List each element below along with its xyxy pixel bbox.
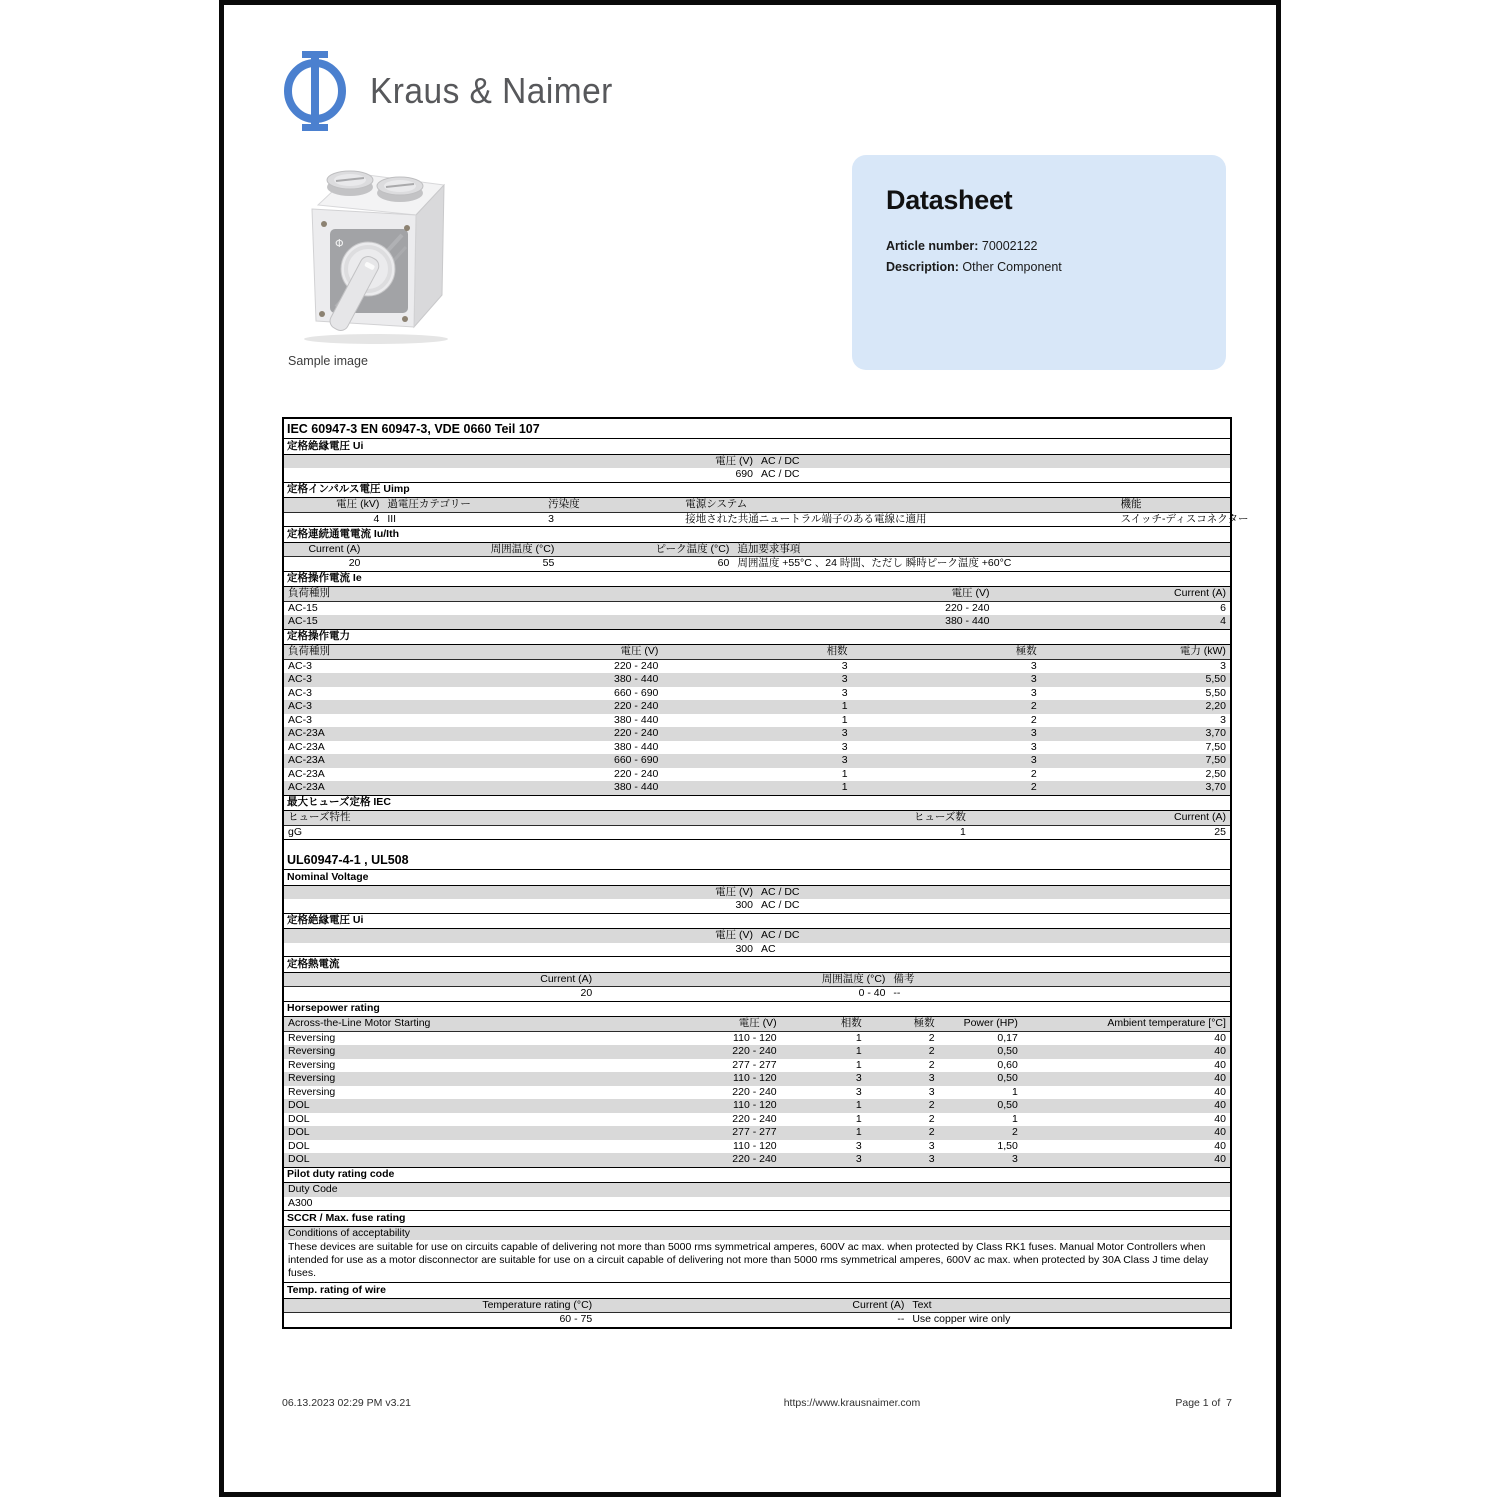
table-row <box>284 727 1230 741</box>
table-cell: 1 <box>841 781 848 793</box>
table-cell: 220 - 240 <box>732 1085 777 1098</box>
table-cell: 3 <box>841 686 848 699</box>
table-cell: 1 <box>1011 1112 1018 1125</box>
table-cell: 300 <box>735 942 753 955</box>
table-cell: 3 <box>1030 686 1037 699</box>
section-title: 定格熱電流 <box>284 956 1230 973</box>
table-row <box>284 673 1230 687</box>
datasheet-title: Datasheet <box>886 185 1013 215</box>
table-row <box>284 687 1230 701</box>
table-cell: 2,50 <box>1205 767 1226 780</box>
table-cell: Temperature rating (°C) <box>482 1298 593 1311</box>
table-cell: 3 <box>855 1085 862 1098</box>
section-title: 定格連続通電電流 Iu/Ith <box>284 526 1230 543</box>
kraus-naimer-phi-logo-icon <box>282 51 348 131</box>
table-row <box>284 1126 1230 1140</box>
table-cell: 3 <box>928 1085 935 1098</box>
table-cell: 周囲温度 (°C) <box>490 542 555 555</box>
table-cell: AC-3 <box>288 673 312 685</box>
table-cell: Current (A) <box>1174 587 1226 599</box>
table-cell: Current (A) <box>1174 811 1226 823</box>
table-cell: 2 <box>1030 700 1037 712</box>
datasheet-info-box <box>852 155 1226 370</box>
table-cell: 3 <box>841 740 848 753</box>
table-cell: 380 - 440 <box>945 615 990 627</box>
table-cell: AC-3 <box>288 700 312 712</box>
table-cell: 3 <box>1220 659 1226 672</box>
table-cell: A300 <box>288 1196 313 1209</box>
table-cell: These devices are suitable for use on circuits capable of delivering not more than 5000 rms symmetrical amperes, 600V ac max. when protected by Class RK1 fuses. Manual Motor Controllers when intended for use as a motor disconnector are suitable for use on a circuit capable of delivering not more than 5000 rms symmetrical amperes, 600V ac max. when protected by 30A Class J time delay fuses. <box>288 1241 1209 1279</box>
section-title: 定格絶縁電圧 Ui <box>284 913 1230 930</box>
table-cell: 300 <box>735 899 753 911</box>
section-title: UL60947-4-1 , UL508 <box>284 839 1230 870</box>
table-cell: 220 - 240 <box>945 601 990 614</box>
table-cell: 5,50 <box>1205 686 1226 699</box>
table-cell: Duty Code <box>288 1183 338 1195</box>
table-cell: 3 <box>548 512 554 525</box>
table-cell: DOL <box>288 1153 310 1165</box>
table-cell: 220 - 240 <box>732 1153 777 1165</box>
table-cell: 3 <box>841 659 848 672</box>
table-row <box>284 929 1230 943</box>
table-cell: 極数 <box>1015 645 1037 657</box>
description-label: Description: <box>886 260 959 274</box>
table-cell: 40 <box>1214 1031 1226 1044</box>
description-line <box>886 257 1192 278</box>
table-cell: 110 - 120 <box>733 1031 777 1044</box>
table-cell: 1 <box>855 1031 862 1044</box>
table-cell: 3 <box>1011 1153 1018 1165</box>
table-cell: 220 - 240 <box>732 1112 777 1125</box>
table-cell: 0,17 <box>997 1031 1018 1044</box>
table-row <box>284 987 1230 1001</box>
table-cell: 6 <box>1220 601 1226 614</box>
table-row <box>284 498 1230 513</box>
table-row <box>284 543 1230 558</box>
section-title: Pilot duty rating code <box>284 1167 1230 1184</box>
table-cell: 7,50 <box>1205 740 1226 753</box>
table-cell: AC-15 <box>288 601 318 614</box>
product-image <box>288 153 463 348</box>
table-row <box>284 1240 1230 1282</box>
table-cell: AC-3 <box>288 686 312 699</box>
table-cell: 40 <box>1214 1058 1226 1071</box>
table-cell: 40 <box>1214 1099 1226 1111</box>
footer-date: 06.13.2023 02:29 PM v3.21 <box>282 1397 412 1409</box>
table-cell: 3 <box>855 1139 862 1152</box>
article-number-value: 70002122 <box>978 239 1038 253</box>
table-cell: Use copper wire only <box>912 1313 1011 1325</box>
table-cell: 極数 <box>913 1017 935 1029</box>
table-cell: 220 - 240 <box>614 700 659 712</box>
table-cell: 電力 (kW) <box>1179 645 1226 657</box>
footer-page-number: Page 1 of 7 <box>1175 1397 1232 1409</box>
section-title: Temp. rating of wire <box>284 1282 1230 1299</box>
description-value: Other Component <box>958 260 1062 274</box>
table-cell: 40 <box>1214 1072 1226 1084</box>
table-row <box>284 899 1230 913</box>
table-cell: 110 - 120 <box>733 1099 777 1111</box>
table-cell: 220 - 240 <box>614 727 659 739</box>
table-row <box>284 602 1230 616</box>
table-cell: AC-3 <box>288 659 312 672</box>
table-cell: 2 <box>928 1112 935 1125</box>
table-cell: III <box>387 512 397 525</box>
table-row <box>284 741 1230 755</box>
table-row <box>284 645 1230 660</box>
table-cell: 2 <box>1011 1126 1018 1138</box>
table-cell: Conditions of acceptability <box>288 1226 410 1239</box>
table-cell: 1 <box>855 1058 862 1071</box>
table-row <box>284 886 1230 900</box>
table-cell: 2 <box>1030 781 1037 793</box>
table-row <box>284 714 1230 728</box>
table-cell: 1 <box>855 1099 862 1111</box>
table-cell: AC / DC <box>761 929 800 941</box>
datasheet-meta <box>886 236 1192 278</box>
table-cell: ヒューズ数 <box>913 811 966 823</box>
table-cell: 3 <box>841 754 848 766</box>
table-cell: gG <box>288 825 303 838</box>
table-cell: 3 <box>1030 740 1037 753</box>
table-cell: 1 <box>841 700 848 712</box>
table-cell: 周囲温度 (°C) <box>821 972 886 985</box>
table-row <box>284 943 1230 957</box>
table-cell: 660 - 690 <box>614 686 659 699</box>
table-row <box>284 754 1230 768</box>
table-cell: 220 - 240 <box>614 659 659 672</box>
table-cell: 660 - 690 <box>614 754 659 766</box>
table-cell: 3 <box>855 1072 862 1084</box>
table-cell: 周囲温度 +55°C 、24 時間、ただし 瞬時ピーク温度 +60°C <box>737 557 1012 569</box>
table-cell: 277 - 277 <box>732 1126 777 1138</box>
table-row <box>284 781 1230 795</box>
table-cell: ヒューズ特性 <box>288 811 351 823</box>
table-cell: 690 <box>735 468 753 480</box>
table-row <box>284 1153 1230 1167</box>
table-row <box>284 1086 1230 1100</box>
table-cell: 0,60 <box>997 1058 1018 1071</box>
table-cell: 110 - 120 <box>733 1139 777 1152</box>
table-cell: Reversing <box>288 1031 336 1044</box>
table-cell: 3,70 <box>1205 727 1226 739</box>
table-row <box>284 468 1230 482</box>
table-cell: Current (A) <box>540 972 593 985</box>
table-cell: AC / DC <box>761 454 800 467</box>
section-title: 定格絶縁電圧 Ui <box>284 439 1230 455</box>
table-cell: 40 <box>1214 1045 1226 1057</box>
table-cell: 電源システム <box>685 498 748 510</box>
table-cell: 3 <box>1030 673 1037 685</box>
table-row <box>284 1183 1230 1197</box>
table-cell: 0 - 40 <box>858 987 886 999</box>
table-row <box>284 1072 1230 1086</box>
table-cell: Current (A) <box>852 1298 905 1311</box>
datasheet-page <box>219 0 1281 1497</box>
section-title: IEC 60947-3 EN 60947-3, VDE 0660 Teil 107 <box>284 419 1230 439</box>
table-cell: DOL <box>288 1139 310 1152</box>
sample-image-caption: Sample image <box>288 354 368 368</box>
table-cell: 40 <box>1214 1085 1226 1098</box>
table-row <box>284 1299 1230 1314</box>
table-row <box>284 826 1230 840</box>
table-cell: 1 <box>855 1126 862 1138</box>
table-cell: 過電圧カテゴリー <box>387 498 471 510</box>
table-cell: DOL <box>288 1099 310 1111</box>
table-cell: Current (A) <box>308 542 361 555</box>
table-cell: 2 <box>928 1058 935 1071</box>
table-cell: 接地された共通ニュートラル端子のある電線に適用 <box>685 512 927 525</box>
table-cell: AC / DC <box>761 899 800 911</box>
table-cell: 電圧 (V) <box>715 454 753 467</box>
table-cell: 相数 <box>840 1017 862 1029</box>
table-cell: 2 <box>928 1126 935 1138</box>
table-row <box>284 1059 1230 1073</box>
table-cell: 380 - 440 <box>614 781 659 793</box>
table-cell: 3 <box>928 1139 935 1152</box>
table-cell: 電圧 (kV) <box>336 498 380 510</box>
table-cell: 4 <box>373 512 380 525</box>
table-cell: -- <box>893 987 901 999</box>
table-cell: 2 <box>928 1045 935 1057</box>
table-cell: AC-23A <box>288 740 325 753</box>
table-cell: 7,50 <box>1205 754 1226 766</box>
table-row <box>284 557 1230 571</box>
table-cell: 3 <box>1030 659 1037 672</box>
table-cell: 3 <box>855 1153 862 1165</box>
table-cell: 3 <box>1220 713 1226 726</box>
table-row <box>284 1313 1230 1327</box>
section-title: Horsepower rating <box>284 1001 1230 1018</box>
table-row <box>284 615 1230 629</box>
table-cell: 電圧 (V) <box>738 1017 777 1029</box>
table-cell: AC / DC <box>761 468 800 480</box>
table-row <box>284 768 1230 782</box>
table-cell: Reversing <box>288 1085 336 1098</box>
table-row <box>284 660 1230 674</box>
table-cell: Ambient temperature [°C] <box>1107 1017 1226 1029</box>
table-row <box>284 455 1230 469</box>
table-cell: 380 - 440 <box>614 740 659 753</box>
table-cell: 備考 <box>893 972 915 985</box>
table-cell: 277 - 277 <box>732 1058 777 1071</box>
table-cell: DOL <box>288 1126 310 1138</box>
section-title: 定格インパルス電圧 Uimp <box>284 482 1230 499</box>
table-cell: 電圧 (V) <box>620 645 659 657</box>
table-cell: 60 <box>717 557 730 569</box>
table-cell: AC-3 <box>288 713 312 726</box>
table-cell: 55 <box>542 557 555 569</box>
table-row <box>284 512 1249 527</box>
spec-table <box>282 417 1249 1329</box>
table-cell: 110 - 120 <box>733 1072 777 1084</box>
table-cell: 1 <box>959 825 966 838</box>
table-cell: 電圧 (V) <box>715 929 753 941</box>
table-cell: 60 - 75 <box>559 1313 593 1325</box>
footer-url: https://www.krausnaimer.com <box>783 1397 921 1409</box>
table-row <box>284 1140 1230 1154</box>
table-cell: AC-23A <box>288 754 325 766</box>
table-cell: 2 <box>928 1031 935 1044</box>
table-cell: 電圧 (V) <box>715 885 753 898</box>
table-cell: 1 <box>855 1112 862 1125</box>
table-cell: 1 <box>841 767 848 780</box>
table-cell: 380 - 440 <box>614 673 659 685</box>
table-row <box>284 1099 1230 1113</box>
table-cell: 3 <box>841 673 848 685</box>
table-cell: 380 - 440 <box>614 713 659 726</box>
table-cell: スイッチ-ディスコネクター <box>1120 512 1249 525</box>
table-cell: 0,50 <box>997 1072 1018 1084</box>
table-cell: 0,50 <box>997 1099 1018 1111</box>
table-cell: Across-the-Line Motor Starting <box>288 1017 431 1029</box>
table-cell: Reversing <box>288 1045 336 1057</box>
table-cell: DOL <box>288 1112 310 1125</box>
brand-header <box>282 51 631 131</box>
table-cell: 追加要求事項 <box>737 542 801 555</box>
article-number-line <box>886 236 1192 257</box>
brand-name: Kraus & Naimer <box>370 70 613 111</box>
table-cell: 3 <box>841 727 848 739</box>
article-number-label: Article number: <box>886 239 979 253</box>
table-cell: 2 <box>1030 767 1037 780</box>
table-cell: 4 <box>1220 615 1226 627</box>
table-cell: 1,50 <box>997 1139 1018 1152</box>
table-cell: 20 <box>580 987 593 999</box>
table-row <box>284 700 1230 714</box>
table-cell: 220 - 240 <box>732 1045 777 1057</box>
table-cell: 3,70 <box>1205 781 1226 793</box>
table-cell: AC-23A <box>288 727 325 739</box>
table-row <box>284 811 1230 826</box>
table-cell: 1 <box>1011 1085 1018 1098</box>
table-cell: AC-23A <box>288 767 325 780</box>
table-row <box>284 1032 1230 1046</box>
table-cell: ピーク温度 (°C) <box>655 542 730 555</box>
table-cell: AC / DC <box>761 885 800 898</box>
table-cell: 0,50 <box>997 1045 1018 1057</box>
table-row <box>284 587 1230 602</box>
table-cell: 2,20 <box>1205 700 1226 712</box>
table-cell: 相数 <box>826 645 848 657</box>
table-cell: 1 <box>855 1045 862 1057</box>
table-cell: AC-23A <box>288 781 325 793</box>
table-cell: Power (HP) <box>963 1017 1018 1029</box>
section-title: 最大ヒューズ定格 IEC <box>284 795 1230 812</box>
table-cell: 1 <box>841 713 848 726</box>
section-title: SCCR / Max. fuse rating <box>284 1210 1230 1227</box>
table-cell: 2 <box>928 1099 935 1111</box>
table-row <box>284 1017 1230 1032</box>
table-cell: 電圧 (V) <box>951 587 990 599</box>
table-cell: AC <box>761 942 776 955</box>
section-title: 定格操作電力 <box>284 629 1230 646</box>
section-title: 定格操作電流 Ie <box>284 571 1230 588</box>
section-title: Nominal Voltage <box>284 870 1230 886</box>
table-cell: AC-15 <box>288 615 318 627</box>
table-cell: 負荷種別 <box>288 645 330 657</box>
table-row <box>284 1045 1230 1059</box>
table-cell: 40 <box>1214 1126 1226 1138</box>
table-row <box>284 1227 1230 1241</box>
table-cell: 3 <box>928 1072 935 1084</box>
table-row <box>284 1113 1230 1127</box>
table-cell: 3 <box>1030 727 1037 739</box>
table-cell: 40 <box>1214 1153 1226 1165</box>
table-cell: 40 <box>1214 1112 1226 1125</box>
table-cell: 2 <box>1030 713 1037 726</box>
table-cell: -- <box>897 1313 905 1325</box>
table-cell: Reversing <box>288 1058 336 1071</box>
table-cell: 25 <box>1214 825 1226 838</box>
table-cell: 220 - 240 <box>614 767 659 780</box>
table-cell: 機能 <box>1120 498 1142 510</box>
table-cell: 負荷種別 <box>288 587 330 599</box>
table-cell: 20 <box>348 557 361 569</box>
table-cell: Reversing <box>288 1072 336 1084</box>
svg-text:Φ: Φ <box>335 237 344 250</box>
table-cell: 5,50 <box>1205 673 1226 685</box>
table-cell: 3 <box>928 1153 935 1165</box>
table-row <box>284 1197 1230 1211</box>
table-row <box>284 973 1230 988</box>
table-cell: Text <box>912 1298 932 1311</box>
table-cell: 汚染度 <box>548 498 580 510</box>
table-cell: 3 <box>1030 754 1037 766</box>
table-cell: 40 <box>1214 1139 1226 1152</box>
